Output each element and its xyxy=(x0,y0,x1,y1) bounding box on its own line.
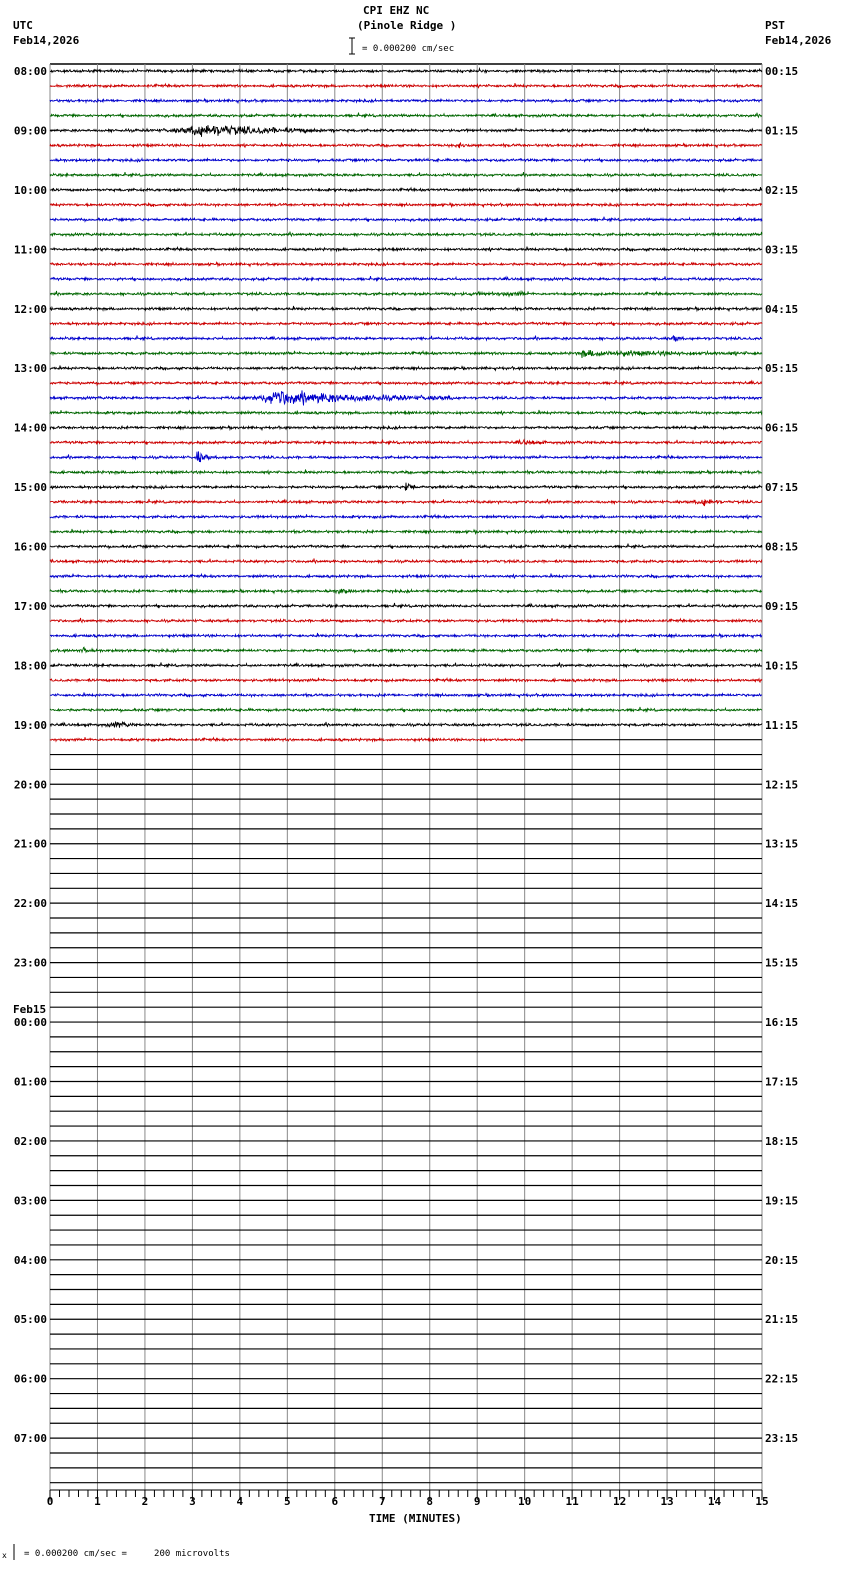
pst-hour-label: 21:15 xyxy=(765,1313,799,1327)
pst-hour-label: 00:15 xyxy=(765,65,799,78)
pst-hour-label: 14:15 xyxy=(765,897,799,911)
seismic-trace xyxy=(50,603,762,608)
x-tick-label: 10 xyxy=(518,1495,532,1508)
seismic-trace xyxy=(50,159,762,163)
seismic-trace xyxy=(50,451,762,462)
pst-hour-label: 01:15 xyxy=(765,124,799,138)
pst-hour-label: 10:15 xyxy=(765,659,799,673)
utc-hour-label: 13:00 xyxy=(13,362,47,376)
x-tick-label: 0 xyxy=(46,1495,54,1508)
seismic-trace xyxy=(50,410,762,415)
pst-hour-label: 11:15 xyxy=(765,718,799,732)
station-location: (Pinole Ridge ) xyxy=(357,19,457,32)
x-tick-label: 9 xyxy=(473,1495,481,1508)
utc-hour-label: 18:00 xyxy=(13,659,47,673)
x-tick-label: 3 xyxy=(189,1495,196,1508)
utc-hour-label: 10:00 xyxy=(13,183,47,197)
seismic-trace xyxy=(50,559,762,564)
seismic-trace xyxy=(50,390,762,405)
seismic-trace xyxy=(50,663,762,668)
right-timezone: PST xyxy=(765,19,785,32)
pst-hour-label: 05:15 xyxy=(765,362,799,376)
seismic-trace xyxy=(50,291,762,296)
pst-hour-label: 22:15 xyxy=(765,1372,799,1386)
utc-hour-label: 00:00 xyxy=(13,1016,47,1030)
x-tick-label: 13 xyxy=(660,1495,674,1508)
utc-hour-label: 16:00 xyxy=(13,540,47,554)
utc-hour-label: 11:00 xyxy=(13,243,47,257)
seismic-trace xyxy=(50,125,762,137)
pst-hour-label: 23:15 xyxy=(765,1432,799,1446)
seismic-trace xyxy=(50,574,762,579)
utc-hour-label: 22:00 xyxy=(13,897,47,911)
seismic-trace xyxy=(50,544,762,549)
x-tick-label: 1 xyxy=(94,1495,101,1508)
utc-hour-label: 08:00 xyxy=(13,65,47,78)
seismic-trace xyxy=(50,529,762,534)
seismic-trace xyxy=(50,380,762,385)
seismic-trace xyxy=(50,276,762,281)
pst-hour-label: 02:15 xyxy=(765,183,799,197)
seismic-trace xyxy=(50,722,762,728)
seismic-trace xyxy=(50,232,762,237)
seismic-trace xyxy=(50,83,762,88)
pst-hour-label: 15:15 xyxy=(765,956,799,970)
utc-hour-label: 07:00 xyxy=(13,1432,47,1446)
pst-hour-label: 03:15 xyxy=(765,243,799,257)
x-tick-label: 14 xyxy=(707,1495,722,1508)
pst-hour-label: 09:15 xyxy=(765,599,799,613)
seismic-trace xyxy=(50,322,762,326)
date-change-label: Feb15 xyxy=(13,1003,47,1017)
seismic-trace xyxy=(50,99,762,103)
x-tick-label: 15 xyxy=(755,1495,769,1508)
x-tick-label: 5 xyxy=(284,1495,291,1508)
utc-hour-label: 03:00 xyxy=(13,1194,47,1208)
utc-hour-label: 06:00 xyxy=(13,1372,47,1386)
footer-marker: x xyxy=(2,1551,7,1560)
left-timezone: UTC xyxy=(13,19,33,32)
seismic-trace xyxy=(50,306,762,311)
utc-hour-label: 19:00 xyxy=(13,718,47,732)
seismic-trace xyxy=(50,483,762,491)
seismic-trace xyxy=(50,247,762,252)
seismic-trace xyxy=(50,618,762,623)
left-date: Feb14,2026 xyxy=(13,34,80,47)
seismic-trace xyxy=(50,263,762,267)
x-tick-label: 8 xyxy=(426,1495,434,1508)
seismic-trace xyxy=(50,366,762,371)
seismic-trace xyxy=(50,217,762,222)
utc-hour-label: 17:00 xyxy=(13,599,47,613)
seismic-trace xyxy=(50,187,762,192)
scale-label: = 0.000200 cm/sec xyxy=(362,44,455,54)
seismic-trace xyxy=(50,172,762,177)
seismic-trace xyxy=(50,514,762,518)
pst-hour-label: 19:15 xyxy=(765,1194,799,1208)
utc-hour-label: 20:00 xyxy=(13,778,47,792)
pst-hour-label: 08:15 xyxy=(765,540,799,554)
x-tick-label: 7 xyxy=(378,1495,386,1508)
pst-hour-label: 12:15 xyxy=(765,778,799,792)
seismic-trace xyxy=(50,203,762,207)
seismic-trace xyxy=(50,113,762,118)
pst-hour-label: 17:15 xyxy=(765,1075,799,1089)
pst-hour-label: 16:15 xyxy=(765,1016,799,1030)
utc-hour-label: 09:00 xyxy=(13,124,47,138)
utc-hour-label: 23:00 xyxy=(13,956,47,970)
utc-hour-label: 04:00 xyxy=(13,1253,47,1267)
seismic-trace xyxy=(50,143,762,149)
seismic-trace xyxy=(50,633,762,638)
utc-hour-label: 05:00 xyxy=(13,1313,47,1327)
x-tick-label: 2 xyxy=(141,1495,149,1508)
utc-hour-label: 21:00 xyxy=(13,837,47,851)
pst-hour-label: 18:15 xyxy=(765,1134,799,1148)
footer-scale: = 0.000200 cm/sec = 200 microvolts xyxy=(24,1549,230,1559)
utc-hour-label: 14:00 xyxy=(13,421,47,435)
pst-hour-label: 06:15 xyxy=(765,421,799,435)
utc-hour-label: 12:00 xyxy=(13,302,47,316)
seismic-trace xyxy=(50,678,762,682)
pst-hour-label: 07:15 xyxy=(765,481,799,495)
utc-hour-label: 01:00 xyxy=(13,1075,47,1089)
station-title: CPI EHZ NC xyxy=(363,4,430,17)
x-axis-label: TIME (MINUTES) xyxy=(369,1512,462,1525)
seismic-trace xyxy=(50,440,762,445)
pst-hour-label: 13:15 xyxy=(765,837,799,851)
seismic-trace xyxy=(50,350,762,358)
pst-hour-label: 04:15 xyxy=(765,302,799,316)
seismic-trace xyxy=(50,499,762,506)
utc-hour-label: 02:00 xyxy=(13,1134,47,1148)
pst-hour-label: 20:15 xyxy=(765,1253,799,1267)
seismic-trace xyxy=(50,647,762,653)
utc-hour-label: 15:00 xyxy=(13,481,47,495)
seismic-trace xyxy=(50,707,762,712)
x-tick-label: 4 xyxy=(236,1495,244,1508)
seismic-trace xyxy=(50,69,762,74)
seismic-trace xyxy=(50,470,762,475)
x-tick-label: 6 xyxy=(331,1495,339,1508)
seismic-trace xyxy=(50,336,762,342)
seismic-trace xyxy=(50,692,762,697)
seismic-trace xyxy=(50,426,762,430)
x-tick-label: 11 xyxy=(565,1495,579,1508)
x-tick-label: 12 xyxy=(612,1495,627,1508)
seismic-trace xyxy=(50,589,762,594)
right-date: Feb14,2026 xyxy=(765,34,832,47)
